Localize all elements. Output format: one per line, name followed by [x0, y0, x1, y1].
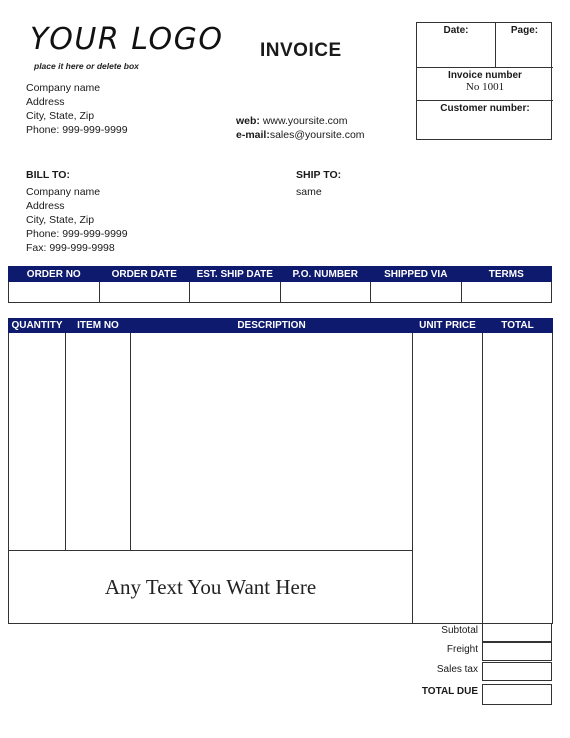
ship-to-value: same: [296, 186, 322, 198]
terms-field[interactable]: [461, 282, 552, 303]
sales-tax-field[interactable]: [482, 662, 552, 681]
items-header-unit-price: UNIT PRICE: [413, 319, 483, 333]
company-city: City, State, Zip: [26, 110, 95, 122]
items-header-row: [9, 319, 553, 333]
order-row: [9, 282, 552, 303]
est-ship-date-field[interactable]: [190, 282, 281, 303]
company-address: Address: [26, 96, 65, 108]
bill-to-address: Address: [26, 200, 65, 212]
date-label: Date:: [443, 25, 469, 36]
page-label: Page:: [510, 25, 539, 36]
invoice-number-label: Invoice number: [448, 70, 522, 81]
bill-to-phone: Phone: 999-999-9999: [26, 228, 128, 240]
web-label: web:: [236, 115, 260, 127]
shipped-via-field[interactable]: [371, 282, 462, 303]
items-body-row: [9, 333, 553, 551]
po-number-field[interactable]: [280, 282, 371, 303]
total-due-label: TOTAL DUE: [421, 686, 478, 697]
date-cell[interactable]: [417, 23, 496, 68]
company-name: Company name: [26, 82, 101, 94]
order-header-shipped-via: SHIPPED VIA: [371, 267, 462, 282]
order-header-order-date: ORDER DATE: [99, 267, 190, 282]
bill-to-name: Company name: [26, 186, 101, 198]
order-header-terms: TERMS: [461, 267, 552, 282]
company-block: [26, 81, 128, 137]
items-table: [8, 318, 553, 624]
bill-to-label: BILL TO:: [26, 169, 70, 181]
invoice-number-value: No 1001: [465, 81, 505, 93]
note-text[interactable]: Any Text You Want Here: [9, 551, 413, 624]
sales-tax-label: Sales tax: [436, 664, 478, 675]
bill-to-block: [26, 168, 128, 255]
bill-to-fax: Fax: 999-999-9998: [26, 242, 115, 254]
logo-subtext: place it here or delete box: [34, 61, 139, 71]
invoice-number-cell[interactable]: [417, 68, 553, 101]
contact-block: [236, 114, 365, 142]
order-date-field[interactable]: [99, 282, 190, 303]
freight-label: Freight: [446, 644, 478, 655]
email-value: sales@yoursite.com: [269, 129, 365, 141]
subtotal-label: Subtotal: [441, 625, 478, 636]
order-header-est-ship-date: EST. SHIP DATE: [190, 267, 281, 282]
customer-number-label: Customer number:: [440, 103, 530, 114]
order-header-order-no: ORDER NO: [9, 267, 100, 282]
items-header-description: DESCRIPTION: [131, 319, 413, 333]
email-label: e-mail:: [236, 129, 270, 141]
customer-number-cell[interactable]: [417, 101, 553, 140]
page-cell[interactable]: [496, 23, 553, 68]
bill-to-city: City, State, Zip: [26, 214, 95, 226]
email-line: [236, 128, 365, 142]
ship-to-block: [296, 168, 341, 199]
web-line: [236, 114, 365, 128]
description-column[interactable]: [131, 333, 413, 551]
invoice-title: INVOICE: [260, 40, 342, 61]
item-no-column[interactable]: [66, 333, 131, 551]
items-header-total: TOTAL: [483, 319, 553, 333]
order-table: [8, 266, 552, 303]
order-header-po-number: P.O. NUMBER: [280, 267, 371, 282]
invoice-info-box: [416, 22, 552, 140]
items-header-item-no: ITEM NO: [66, 319, 131, 333]
unit-price-column[interactable]: [413, 333, 483, 624]
logo-text: YOUR LOGO: [30, 22, 224, 57]
total-due-field[interactable]: [482, 684, 552, 705]
company-phone: Phone: 999-999-9999: [26, 124, 128, 136]
items-header-quantity: QUANTITY: [9, 319, 66, 333]
order-header-row: [9, 267, 552, 282]
total-column[interactable]: [483, 333, 553, 624]
web-value: www.yoursite.com: [262, 115, 348, 127]
quantity-column[interactable]: [9, 333, 66, 551]
freight-field[interactable]: [482, 642, 552, 661]
subtotal-field[interactable]: [482, 623, 552, 642]
order-no-field[interactable]: [9, 282, 100, 303]
ship-to-label: SHIP TO:: [296, 169, 342, 181]
